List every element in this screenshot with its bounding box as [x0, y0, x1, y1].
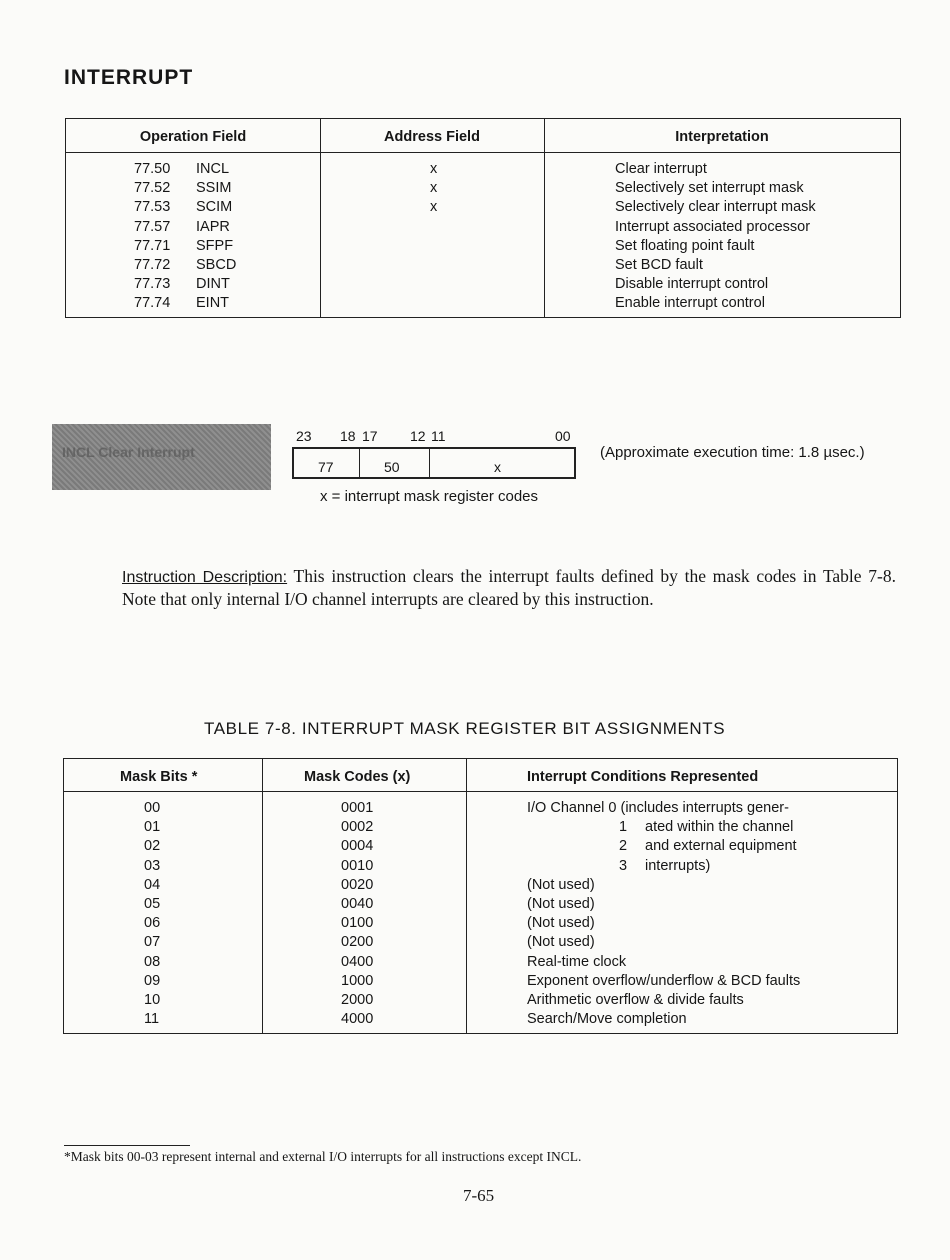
mask-table-title: TABLE 7-8. INTERRUPT MASK REGISTER BIT ASSIGNMENTS	[204, 719, 726, 738]
op-code: 77.74	[134, 295, 171, 312]
table-row	[64, 954, 897, 973]
instruction-label-box	[52, 424, 271, 490]
description-label: Instruction Description:	[122, 569, 288, 586]
table-row	[66, 180, 900, 199]
mask-code: 0200	[341, 934, 374, 951]
condition: ated within the channel	[645, 819, 794, 836]
mask-bits: 01	[144, 819, 161, 836]
table-row	[64, 896, 897, 915]
op-mnemonic: IAPR	[196, 218, 230, 235]
condition: (Not used)	[527, 915, 595, 932]
op-interpretation: Disable interrupt control	[615, 276, 769, 293]
op-code: 77.73	[134, 276, 171, 293]
op-code: 77.57	[134, 218, 171, 235]
instruction-format-box	[292, 447, 576, 479]
page-heading: INTERRUPT	[64, 66, 194, 89]
mask-code: 4000	[341, 1011, 374, 1028]
mask-code: 0001	[341, 800, 374, 816]
table-row	[66, 161, 900, 180]
mask-code: 0040	[341, 896, 374, 912]
table-row	[66, 199, 900, 218]
bit-number: 23	[296, 428, 312, 444]
op-interpretation: Selectively clear interrupt mask	[615, 199, 816, 216]
op-interpretation: Interrupt associated processor	[615, 218, 811, 235]
op-mnemonic: EINT	[196, 295, 230, 312]
condition: Real-time clock	[527, 953, 627, 970]
bit-number: 18	[340, 428, 356, 444]
table-row	[66, 219, 900, 238]
op-mnemonic: SCIM	[196, 199, 233, 216]
mask-bits: 05	[144, 896, 161, 912]
op-mnemonic: SFPF	[196, 237, 234, 254]
op-mnemonic: DINT	[196, 276, 230, 293]
execution-time: (Approximate execution time: 1.8 µsec.)	[600, 444, 865, 461]
op-interpretation: Set BCD fault	[615, 257, 703, 273]
op-address: x	[430, 180, 438, 197]
table-row	[66, 295, 900, 314]
mask-bits: 06	[144, 915, 161, 932]
mask-code: 2000	[341, 992, 374, 1008]
op-mnemonic: SSIM	[196, 180, 232, 197]
table-row	[64, 800, 897, 819]
condition: Arithmetic overflow & divide faults	[527, 992, 744, 1008]
bit-number: 00	[555, 428, 571, 444]
field-divider	[429, 449, 430, 477]
table-row	[66, 238, 900, 257]
mask-code: 0002	[341, 819, 374, 836]
op-interpretation: Clear interrupt	[615, 161, 707, 177]
mask-bits: 09	[144, 972, 161, 989]
condition-channel-number: 3	[619, 857, 628, 874]
condition: interrupts)	[645, 857, 711, 874]
table-row	[64, 858, 897, 877]
field-subcode: 50	[384, 459, 400, 475]
condition: Search/Move completion	[527, 1011, 687, 1028]
table-row	[64, 992, 897, 1011]
header-conditions: Interrupt Conditions Represented	[527, 769, 759, 785]
table-row	[64, 838, 897, 857]
footnote: *Mask bits 00-03 represent internal and external I/O interrupts for all instructions except INCL.	[64, 1149, 582, 1164]
condition: Exponent overflow/underflow & BCD faults	[527, 972, 801, 989]
description-text: This instruction clears the interrupt faults defined by the mask codes in Table 7-8. Note that only internal I/O channel interrupts are cleared by this instruction.	[122, 566, 896, 609]
condition: (Not used)	[527, 934, 595, 951]
field-divider	[359, 449, 360, 477]
condition: (Not used)	[527, 876, 595, 893]
instruction-description	[122, 566, 896, 610]
condition-channel-number: 2	[619, 838, 628, 855]
table-row	[64, 819, 897, 838]
op-address: x	[430, 161, 438, 177]
condition-channel-number: 1	[619, 819, 628, 836]
field-note: x = interrupt mask register codes	[320, 488, 539, 505]
mask-bits: 02	[144, 838, 161, 855]
header-interpretation: Interpretation	[675, 129, 769, 145]
bit-number: 11	[431, 428, 446, 444]
table-row	[66, 257, 900, 276]
op-mnemonic: INCL	[196, 161, 230, 177]
page-number: 7-65	[463, 1186, 495, 1205]
footnote-rule	[64, 1145, 190, 1146]
table-row	[64, 915, 897, 934]
header-operation-field: Operation Field	[139, 129, 247, 145]
op-mnemonic: SBCD	[196, 257, 237, 273]
op-code: 77.53	[134, 199, 171, 216]
field-address: x	[494, 459, 501, 475]
condition: and external equipment	[645, 838, 797, 855]
mask-bits: 07	[144, 934, 161, 951]
op-code: 77.50	[134, 161, 171, 177]
table-row	[64, 877, 897, 896]
mask-code: 0004	[341, 838, 374, 855]
op-address: x	[430, 199, 438, 216]
bit-number: 12	[410, 428, 426, 444]
condition: (Not used)	[527, 896, 595, 912]
mask-table	[63, 758, 898, 1034]
mask-bits: 00	[144, 800, 161, 816]
op-code: 77.72	[134, 257, 171, 273]
op-code: 77.71	[134, 237, 171, 254]
op-code: 77.52	[134, 180, 171, 197]
instruction-label: INCL Clear Interrupt	[62, 444, 195, 460]
table-row	[64, 1011, 897, 1030]
mask-code: 1000	[341, 972, 374, 989]
table-row	[66, 276, 900, 295]
header-address-field: Address Field	[384, 129, 480, 145]
bit-number: 17	[362, 428, 378, 444]
op-interpretation: Set floating point fault	[615, 237, 755, 254]
mask-code: 0020	[341, 876, 374, 893]
op-interpretation: Enable interrupt control	[615, 295, 765, 312]
mask-code: 0010	[341, 857, 374, 874]
mask-code: 0100	[341, 915, 374, 932]
mask-bits: 08	[144, 953, 161, 970]
table-row	[64, 973, 897, 992]
mask-bits: 10	[144, 992, 161, 1008]
operations-table	[65, 118, 901, 318]
mask-code: 0400	[341, 953, 374, 970]
condition: I/O Channel 0 (includes interrupts gener-	[527, 800, 789, 816]
header-mask-bits: Mask Bits *	[120, 769, 198, 785]
op-interpretation: Selectively set interrupt mask	[615, 180, 804, 197]
mask-bits: 04	[144, 876, 161, 893]
mask-bits: 03	[144, 857, 161, 874]
field-opcode: 77	[318, 459, 334, 475]
header-mask-codes: Mask Codes (x)	[304, 769, 411, 785]
table-row	[64, 934, 897, 953]
mask-bits: 11	[144, 1011, 160, 1028]
